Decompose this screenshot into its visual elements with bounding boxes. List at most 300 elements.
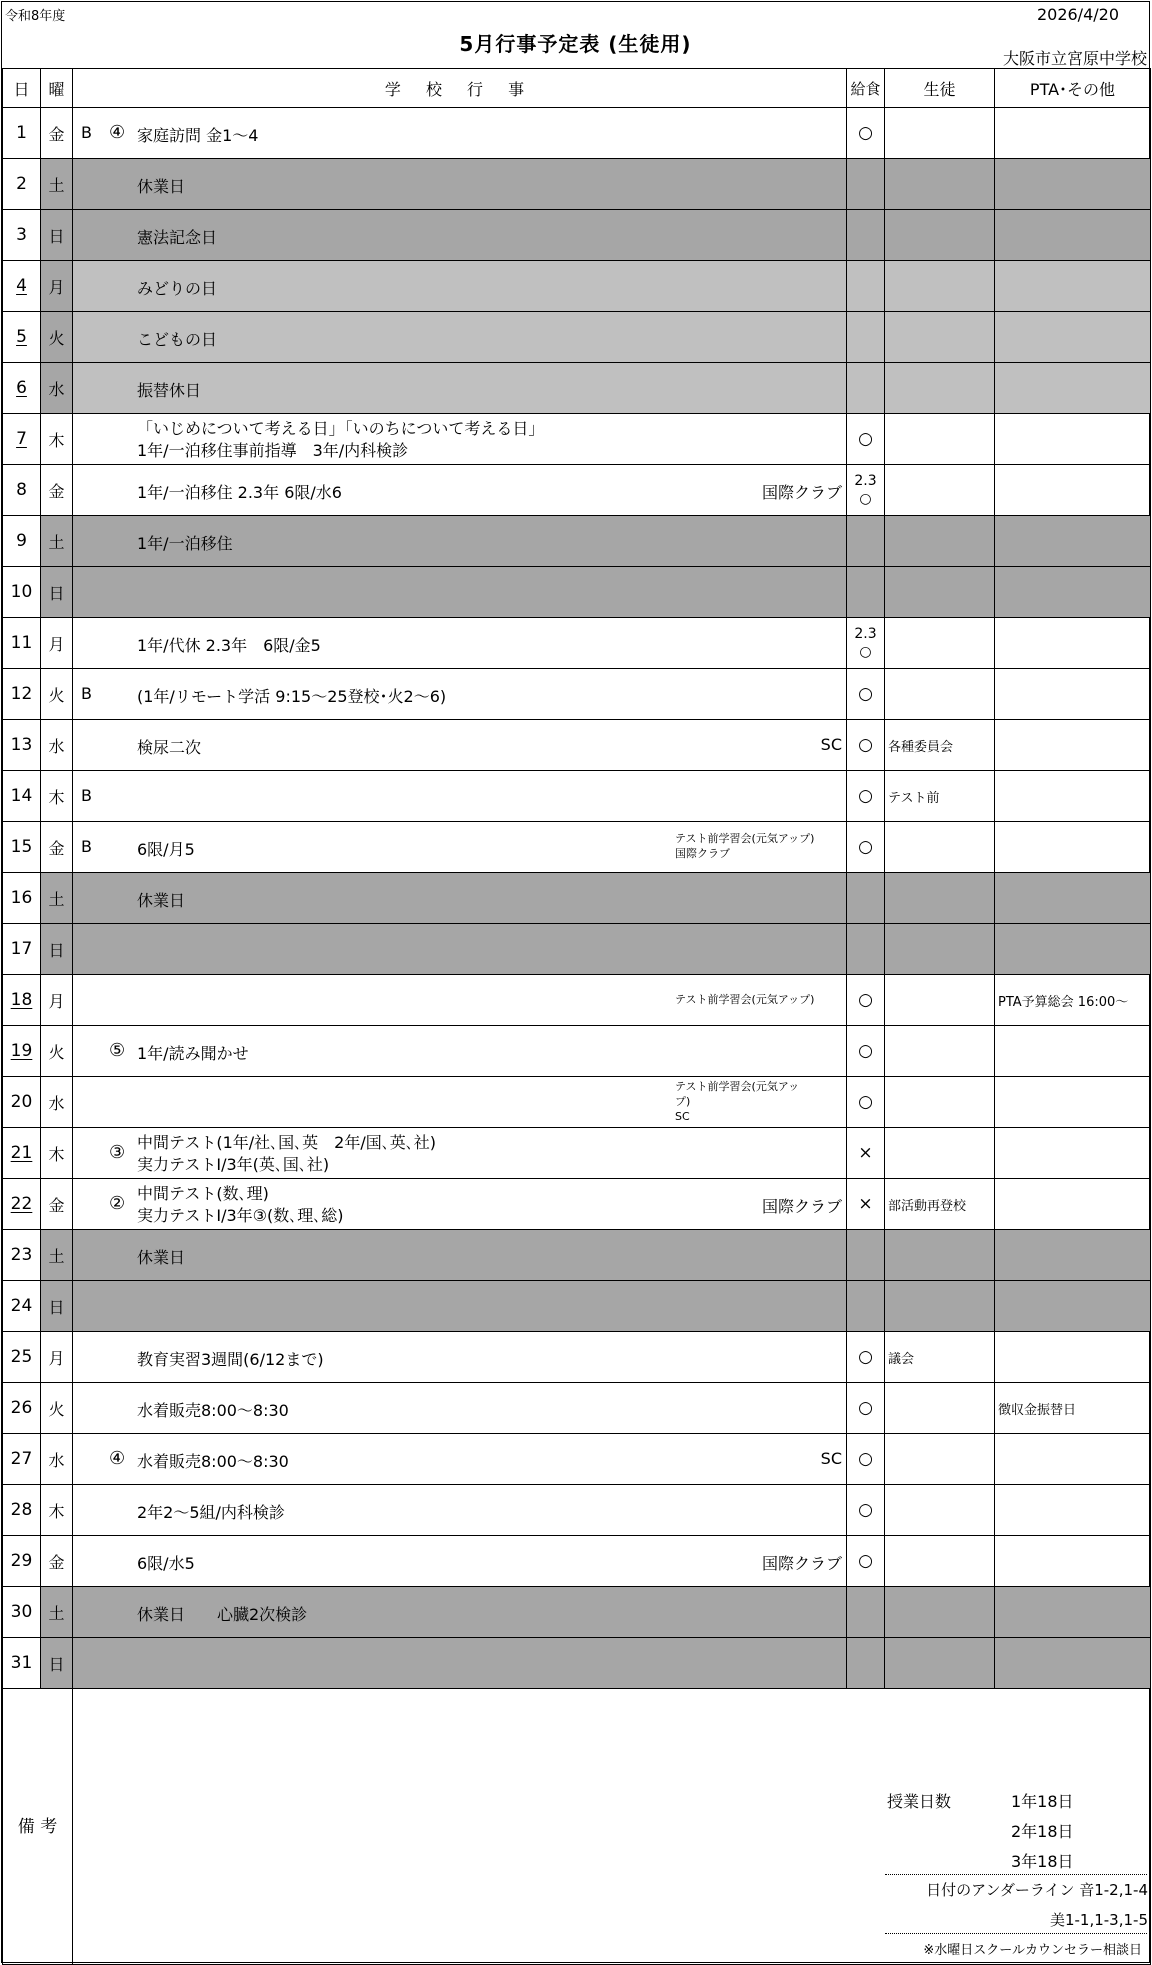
weekday: 月 xyxy=(41,975,73,1026)
day-number xyxy=(3,1179,41,1230)
day-number xyxy=(3,975,41,1026)
day-number-text: 2 xyxy=(16,174,27,194)
student-note: 部活動再登校 xyxy=(885,1179,995,1230)
event-text: 振替休日 xyxy=(137,381,202,400)
lunch-mark xyxy=(847,1230,885,1281)
weekday: 土 xyxy=(41,159,73,210)
event-cell xyxy=(73,1638,847,1689)
pta-note xyxy=(995,720,1151,771)
weekday: 月 xyxy=(41,1332,73,1383)
student-note xyxy=(885,312,995,363)
student-note xyxy=(885,1383,995,1434)
day-number xyxy=(3,516,41,567)
pta-note xyxy=(995,1128,1151,1179)
student-note xyxy=(885,1026,995,1077)
day-number xyxy=(3,312,41,363)
weekday: 土 xyxy=(41,873,73,924)
event-text: 1年/一泊移住 xyxy=(137,534,233,553)
lunch-mark xyxy=(847,1638,885,1689)
student-note xyxy=(885,924,995,975)
lunch-mark xyxy=(847,1587,885,1638)
event-cell xyxy=(73,210,847,261)
weekday: 土 xyxy=(41,1587,73,1638)
student-note xyxy=(885,567,995,618)
event-cell xyxy=(73,363,847,414)
day-number-text: 16 xyxy=(10,888,33,908)
event-cell xyxy=(73,1179,847,1230)
student-note xyxy=(885,1281,995,1332)
table-row xyxy=(3,261,1151,312)
student-note xyxy=(885,822,995,873)
pta-note xyxy=(995,567,1151,618)
day-number xyxy=(3,1230,41,1281)
weekday: 水 xyxy=(41,720,73,771)
weekday: 日 xyxy=(41,210,73,261)
table-row xyxy=(3,567,1151,618)
event-text: 6限/月5 xyxy=(137,840,195,859)
day-number-text: 23 xyxy=(10,1245,33,1265)
day-number-text: 29 xyxy=(10,1551,33,1571)
day-number-text: 31 xyxy=(10,1653,33,1673)
weekday: 水 xyxy=(41,1077,73,1128)
event-cell xyxy=(73,1383,847,1434)
event-cell xyxy=(73,261,847,312)
weekday: 月 xyxy=(41,261,73,312)
col-header-student: 生徒 xyxy=(885,69,995,108)
pta-note xyxy=(995,465,1151,516)
b-mark: B xyxy=(81,786,92,805)
event-cell xyxy=(73,516,847,567)
event-right-note: SC xyxy=(820,1449,842,1468)
remarks-cell xyxy=(73,1689,1151,1965)
day-number-text: 9 xyxy=(16,531,27,551)
event-text: みどりの日 xyxy=(137,279,218,298)
event-cell xyxy=(73,1332,847,1383)
weekday: 木 xyxy=(41,1485,73,1536)
weekday: 木 xyxy=(41,1128,73,1179)
student-note xyxy=(885,1128,995,1179)
col-header-day: 日 xyxy=(3,69,41,108)
event-cell xyxy=(73,414,847,465)
day-number xyxy=(3,1587,41,1638)
lunch-mark xyxy=(847,210,885,261)
col-header-meal: 給食 xyxy=(847,69,885,108)
event-right-note: 国際クラブ xyxy=(761,1554,842,1573)
student-note: 各種委員会 xyxy=(885,720,995,771)
table-row xyxy=(3,975,1151,1026)
day-number xyxy=(3,1485,41,1536)
day-number xyxy=(3,771,41,822)
event-text: 1年/一泊移住 2.3年 6限/水6 xyxy=(137,483,342,502)
weekday: 木 xyxy=(41,771,73,822)
lunch-mark: 2.3 ○ xyxy=(847,465,885,516)
event-text: 中間テスト(数､理) 実力テストⅠ/3年③(数､理､総) xyxy=(137,1184,344,1225)
schedule-page xyxy=(1,1,1150,1963)
student-note xyxy=(885,669,995,720)
day-number-text: 30 xyxy=(10,1602,33,1622)
pta-note xyxy=(995,312,1151,363)
event-text: 2年2～5組/内科検診 xyxy=(137,1503,285,1522)
day-number-text: 10 xyxy=(10,582,33,602)
weekday: 金 xyxy=(41,1179,73,1230)
b-mark: B xyxy=(81,684,92,703)
instruction-days-2: 2年18日 xyxy=(1011,1822,1074,1841)
day-number xyxy=(3,261,41,312)
event-cell xyxy=(73,669,847,720)
pta-note xyxy=(995,822,1151,873)
table-row xyxy=(3,618,1151,669)
lunch-mark: 2.3 ○ xyxy=(847,618,885,669)
table-row xyxy=(3,516,1151,567)
issue-date: 2026/4/20 xyxy=(1036,5,1119,24)
day-number xyxy=(3,465,41,516)
day-number-text: 18 xyxy=(10,990,33,1010)
lunch-mark xyxy=(847,261,885,312)
day-number xyxy=(3,567,41,618)
student-note: 議会 xyxy=(885,1332,995,1383)
student-note xyxy=(885,159,995,210)
weekday: 土 xyxy=(41,516,73,567)
weekday: 火 xyxy=(41,312,73,363)
table-row xyxy=(3,210,1151,261)
pta-note xyxy=(995,108,1151,159)
table-row xyxy=(3,1077,1151,1128)
lunch-mark xyxy=(847,1281,885,1332)
counselor-note: ※水曜日スクールカウンセラー相談日 xyxy=(923,1943,1142,1958)
pta-note xyxy=(995,1026,1151,1077)
day-number-text: 21 xyxy=(10,1143,33,1163)
student-note xyxy=(885,261,995,312)
table-row xyxy=(3,1332,1151,1383)
weekday: 火 xyxy=(41,1026,73,1077)
lunch-mark: ○ xyxy=(847,1485,885,1536)
day-number xyxy=(3,1332,41,1383)
day-number-text: 26 xyxy=(10,1398,33,1418)
event-text: こどもの日 xyxy=(137,330,218,349)
table-row xyxy=(3,1434,1151,1485)
event-cell xyxy=(73,108,847,159)
day-number-text: 28 xyxy=(10,1500,33,1520)
student-note xyxy=(885,363,995,414)
student-note xyxy=(885,1587,995,1638)
pta-note xyxy=(995,669,1151,720)
day-number xyxy=(3,1434,41,1485)
event-cell xyxy=(73,1077,847,1128)
col-header-events: 学 校 行 事 xyxy=(73,69,847,108)
pta-note xyxy=(995,414,1151,465)
col-header-pta: PTA･その他 xyxy=(995,69,1151,108)
event-text: 憲法記念日 xyxy=(137,228,218,247)
pta-note xyxy=(995,1434,1151,1485)
lunch-mark: ○ xyxy=(847,720,885,771)
event-text: 「いじめについて考える日」「いのちについて考える日」 1年/一泊移住事前指導 3年/内科検診 xyxy=(137,419,545,460)
day-number xyxy=(3,159,41,210)
day-number-text: 20 xyxy=(10,1092,33,1112)
event-cell xyxy=(73,618,847,669)
day-number xyxy=(3,414,41,465)
table-row xyxy=(3,1587,1151,1638)
student-note xyxy=(885,975,995,1026)
instruction-days-label: 授業日数 xyxy=(887,1792,952,1811)
day-number xyxy=(3,1536,41,1587)
event-cell xyxy=(73,1536,847,1587)
pta-note xyxy=(995,363,1151,414)
remarks-row xyxy=(3,1689,1151,1965)
lunch-mark: ○ xyxy=(847,1536,885,1587)
weekday: 日 xyxy=(41,567,73,618)
pta-note xyxy=(995,1077,1151,1128)
weekday: 金 xyxy=(41,108,73,159)
student-note xyxy=(885,873,995,924)
day-number-text: 14 xyxy=(10,786,33,806)
underline-note-2: 美1-1,1-3,1-5 xyxy=(1049,1911,1148,1929)
student-note: テスト前 xyxy=(885,771,995,822)
table-row xyxy=(3,108,1151,159)
table-row xyxy=(3,1485,1151,1536)
period-count-mark: ④ xyxy=(109,122,126,143)
weekday: 水 xyxy=(41,363,73,414)
pta-note: PTA予算総会 16:00～ xyxy=(995,975,1151,1026)
fiscal-year-label: 令和8年度 xyxy=(5,9,66,24)
day-number-text: 6 xyxy=(16,378,27,398)
student-note xyxy=(885,1485,995,1536)
day-number-text: 5 xyxy=(16,327,27,347)
event-cell xyxy=(73,975,847,1026)
pta-note xyxy=(995,924,1151,975)
school-name: 大阪市立宮原中学校 xyxy=(1002,49,1147,68)
day-number xyxy=(3,1281,41,1332)
event-right-note: 国際クラブ xyxy=(761,1197,842,1216)
day-number-text: 27 xyxy=(10,1449,33,1469)
event-cell xyxy=(73,771,847,822)
table-row xyxy=(3,771,1151,822)
day-number xyxy=(3,210,41,261)
event-small-note: テスト前学習会(元気アップ) 国際クラブ xyxy=(675,832,815,860)
student-note xyxy=(885,618,995,669)
day-number-text: 15 xyxy=(10,837,33,857)
weekday: 金 xyxy=(41,465,73,516)
student-note xyxy=(885,1536,995,1587)
weekday: 水 xyxy=(41,1434,73,1485)
event-text: 水着販売8:00～8:30 xyxy=(137,1452,289,1471)
lunch-mark: ○ xyxy=(847,822,885,873)
underline-note-1: 日付のアンダーライン 音1-2,1-4 xyxy=(926,1881,1148,1899)
period-count-mark: ③ xyxy=(109,1142,126,1163)
event-text: 休業日 xyxy=(137,891,186,910)
day-number-text: 22 xyxy=(10,1194,33,1214)
table-row xyxy=(3,1383,1151,1434)
event-text: 中間テスト(1年/社､国､英 2年/国､英､社) 実力テストⅠ/3年(英､国､社) xyxy=(137,1133,436,1174)
weekday: 日 xyxy=(41,1281,73,1332)
event-cell xyxy=(73,465,847,516)
weekday: 金 xyxy=(41,1536,73,1587)
table-row xyxy=(3,1536,1151,1587)
lunch-mark: ○ xyxy=(847,108,885,159)
day-number xyxy=(3,873,41,924)
day-number xyxy=(3,1077,41,1128)
student-note xyxy=(885,1638,995,1689)
pta-note xyxy=(995,873,1151,924)
instruction-days-3: 3年18日 xyxy=(1011,1852,1074,1871)
table-row xyxy=(3,414,1151,465)
day-number xyxy=(3,1638,41,1689)
lunch-mark: ○ xyxy=(847,1434,885,1485)
student-note xyxy=(885,1434,995,1485)
pta-note xyxy=(995,1485,1151,1536)
b-mark: B xyxy=(81,123,92,142)
lunch-mark xyxy=(847,873,885,924)
event-cell xyxy=(73,1281,847,1332)
schedule-table xyxy=(2,68,1151,1965)
event-text: 休業日 xyxy=(137,1248,186,1267)
event-cell xyxy=(73,312,847,363)
table-row xyxy=(3,1179,1151,1230)
day-number-text: 12 xyxy=(10,684,33,704)
event-cell xyxy=(73,1230,847,1281)
pta-note: 徴収金振替日 xyxy=(995,1383,1151,1434)
pta-note xyxy=(995,771,1151,822)
lunch-mark xyxy=(847,159,885,210)
lunch-mark: × xyxy=(847,1179,885,1230)
day-number xyxy=(3,669,41,720)
student-note xyxy=(885,210,995,261)
pta-note xyxy=(995,261,1151,312)
lunch-mark xyxy=(847,567,885,618)
day-number xyxy=(3,1026,41,1077)
table-row xyxy=(3,720,1151,771)
day-number xyxy=(3,1383,41,1434)
table-row xyxy=(3,1281,1151,1332)
lunch-mark xyxy=(847,516,885,567)
weekday: 木 xyxy=(41,414,73,465)
table-header-row xyxy=(3,69,1151,108)
lunch-mark: ○ xyxy=(847,1332,885,1383)
day-number-text: 1 xyxy=(16,123,27,143)
day-number xyxy=(3,108,41,159)
day-number-text: 11 xyxy=(10,633,33,653)
day-number-text: 17 xyxy=(10,939,33,959)
day-number-text: 8 xyxy=(16,480,27,500)
event-right-note: SC xyxy=(820,735,842,754)
lunch-mark: ○ xyxy=(847,1026,885,1077)
period-count-mark: ④ xyxy=(109,1448,126,1469)
weekday: 土 xyxy=(41,1230,73,1281)
period-count-mark: ② xyxy=(109,1193,126,1214)
pta-note xyxy=(995,1536,1151,1587)
pta-note xyxy=(995,1638,1151,1689)
event-cell xyxy=(73,873,847,924)
pta-note xyxy=(995,1281,1151,1332)
student-note xyxy=(885,516,995,567)
weekday: 月 xyxy=(41,618,73,669)
lunch-mark: ○ xyxy=(847,1383,885,1434)
event-text: 休業日 xyxy=(137,177,186,196)
weekday: 火 xyxy=(41,669,73,720)
student-note xyxy=(885,465,995,516)
page-title: 5月行事予定表 (生徒用) xyxy=(459,32,692,56)
col-header-weekday: 曜 xyxy=(41,69,73,108)
event-cell xyxy=(73,1587,847,1638)
table-row xyxy=(3,822,1151,873)
event-cell xyxy=(73,1434,847,1485)
day-number-text: 24 xyxy=(10,1296,33,1316)
table-row xyxy=(3,312,1151,363)
event-cell xyxy=(73,924,847,975)
lunch-mark: ○ xyxy=(847,414,885,465)
event-cell xyxy=(73,720,847,771)
remarks-label: 備 考 xyxy=(3,1689,73,1965)
event-text: 1年/代休 2.3年 6限/金5 xyxy=(137,636,321,655)
day-number-text: 25 xyxy=(10,1347,33,1367)
table-row xyxy=(3,363,1151,414)
table-row xyxy=(3,873,1151,924)
weekday: 日 xyxy=(41,924,73,975)
table-row xyxy=(3,1638,1151,1689)
event-cell xyxy=(73,822,847,873)
student-note xyxy=(885,108,995,159)
weekday: 日 xyxy=(41,1638,73,1689)
event-text: (1年/リモート学活 9:15～25登校･火2～6) xyxy=(137,687,447,706)
day-number xyxy=(3,618,41,669)
pta-note xyxy=(995,1179,1151,1230)
pta-note xyxy=(995,1332,1151,1383)
day-number xyxy=(3,1128,41,1179)
event-cell xyxy=(73,1128,847,1179)
table-row xyxy=(3,1128,1151,1179)
table-row xyxy=(3,669,1151,720)
weekday: 火 xyxy=(41,1383,73,1434)
day-number xyxy=(3,720,41,771)
day-number-text: 19 xyxy=(10,1041,33,1061)
event-right-note: 国際クラブ xyxy=(761,483,842,502)
day-number-text: 4 xyxy=(16,276,27,296)
event-small-note: テスト前学習会(元気アップ) xyxy=(675,993,815,1006)
day-number-text: 3 xyxy=(16,225,27,245)
event-cell xyxy=(73,1026,847,1077)
day-number xyxy=(3,363,41,414)
lunch-mark: ○ xyxy=(847,975,885,1026)
event-cell xyxy=(73,159,847,210)
event-cell xyxy=(73,567,847,618)
table-row xyxy=(3,1230,1151,1281)
pta-note xyxy=(995,618,1151,669)
event-text: 教育実習3週間(6/12まで) xyxy=(137,1350,324,1369)
lunch-mark xyxy=(847,312,885,363)
pta-note xyxy=(995,516,1151,567)
pta-note xyxy=(995,1587,1151,1638)
lunch-mark: × xyxy=(847,1128,885,1179)
student-note xyxy=(885,414,995,465)
event-cell xyxy=(73,1485,847,1536)
day-number-text: 7 xyxy=(16,429,27,449)
lunch-mark: ○ xyxy=(847,771,885,822)
table-row xyxy=(3,465,1151,516)
b-mark: B xyxy=(81,837,92,856)
event-text: 検尿二次 xyxy=(137,738,202,757)
pta-note xyxy=(995,159,1151,210)
lunch-mark: ○ xyxy=(847,669,885,720)
student-note xyxy=(885,1077,995,1128)
lunch-mark xyxy=(847,924,885,975)
table-row xyxy=(3,159,1151,210)
event-text: 6限/水5 xyxy=(137,1554,195,1573)
table-row xyxy=(3,1026,1151,1077)
day-number xyxy=(3,924,41,975)
lunch-mark: ○ xyxy=(847,1077,885,1128)
pta-note xyxy=(995,1230,1151,1281)
instruction-days-1: 1年18日 xyxy=(1011,1792,1074,1811)
period-count-mark: ⑤ xyxy=(109,1040,126,1061)
